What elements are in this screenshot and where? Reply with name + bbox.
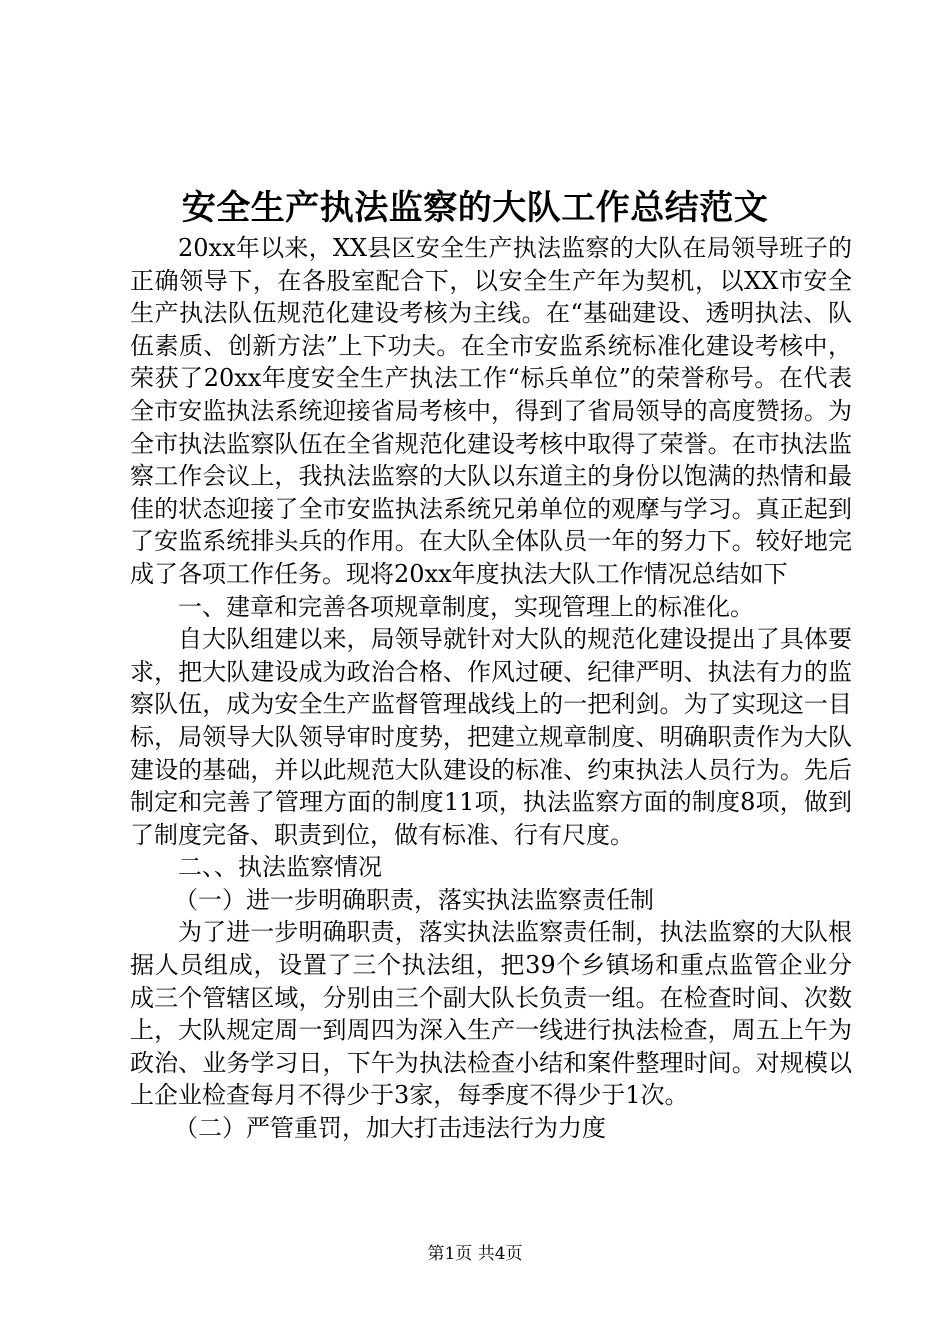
intro-paragraph: 20xx年以来，XX县区安全生产执法监察的大队在局领导班子的正确领导下，在各股室配合下，以安全生产年为契机，以XX市安全生产执法队伍规范化建设考核为主线。在“基础建设、透明执法、队伍素质、创新方法”上下功夫。在全市安监系统标准化建设考核中，荣获了20xx年度安全生产执法工作“标兵单位”的荣誉称号。在代表全市安监执法系统迎接省局考核中，得到了省局领导的高度赞扬。为全市执法监察队伍在全省规范化建设考核中取得了荣誉。在市执法监察工作会议上，我执法监察的大队以东道主的身份以饱满的热情和最佳的状态迎接了全市安监执法系统兄弟单位的观摩与学习。真正起到了安监系统排头兵的作用。在大队全体队员一年的努力下。较好地完成了各项工作任务。现将20xx年度执法大队工作情况总结如下 [130, 234, 852, 588]
page-number-footer: 第1页 共4页 [427, 1244, 523, 1264]
document-body [130, 232, 852, 1145]
document-title: 安全生产执法监察的大队工作总结范文 [181, 188, 769, 228]
section-heading-2: 二、、执法监察情况 [178, 853, 382, 882]
section-1-paragraph: 自大队组建以来，局领导就针对大队的规范化建设提出了具体要求，把大队建设成为政治合格、作风过硬、纪律严明、执法有力的监察队伍，成为安全生产监督管理战线上的一把利剑。为了实现这一目标，局领导大队领导审时度势，把建立规章制度、明确职责作为大队建设的基础，并以此规范大队建设的标准、约束执法人员行为。先后制定和完善了管理方面的制度11项，执法监察方面的制度8项，做到了制度完备、职责到位，做有标准、行有尺度。 [130, 625, 852, 849]
section-heading-1: 一、建章和完善各项规章制度，实现管理上的标准化。 [178, 592, 754, 621]
subsection-1-paragraph: 为了进一步明确职责，落实执法监察责任制，执法监察的大队根据人员组成，设置了三个执法组，把39个乡镇场和重点监管企业分成三个管辖区域，分别由三个副大队长负责一组。在检查时间、次数上，大队规定周一到周四为深入生产一线进行执法检查，周五上午为政治、业务学习日，下午为执法检查小结和案件整理时间。对规模以上企业检查每月不得少于3家，每季度不得少于1次。 [130, 918, 852, 1110]
subsection-heading-2: （二）严管重罚，加大打击违法行为力度 [174, 1114, 606, 1143]
subsection-heading-1: （一）进一步明确职责，落实执法监察责任制 [174, 885, 654, 914]
